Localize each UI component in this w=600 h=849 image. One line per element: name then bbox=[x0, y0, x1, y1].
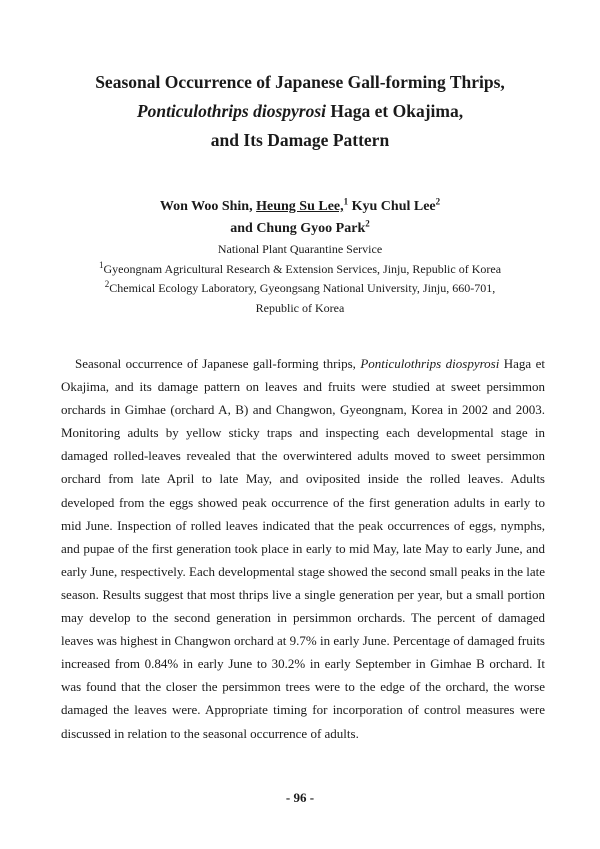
title-species-name: Ponticulothrips diospyrosi bbox=[136, 101, 327, 121]
affiliation-2-text: Chemical Ecology Laboratory, Gyeongsang National University, Jinju, 660-701, bbox=[109, 281, 496, 295]
author-lee-hs: Heung Su Lee, bbox=[256, 199, 344, 214]
affiliation-1-sup: 1 bbox=[98, 259, 104, 270]
affiliation-2-sup: 2 bbox=[104, 279, 110, 289]
author-lee-kc: Kyu Chul Lee bbox=[348, 199, 436, 214]
abstract-part-2: Haga et Okajima, and its damage pattern on leaves and fruits were studied at sweet persimmon orchards in Gimhae (orchard A, B) and Changwon, Gyeongnam, Korea in 2002 and 2003. Monitoring adults by yellow sticky traps and inspecting each developmental stage in damaged rolled-leaves revealed that the overwintered adults moved to sweet persimmon orchard from late April to late May, and oviposited inside the rolled leaves. Adults developed from the eggs showed peak occurrence of the first generation adults in early to mid June. Inspection of rolled leaves indicated that the peak occurrences of eggs, nymphs, and pupae of the first generation took place in early to mid May, late May to early June, and early June, respectively. Each developmental stage showed the second small peaks in the late season. Results suggest that most thrips live a single generation per year, but a small portion may develop to the second generation in persimmon orchards. The percent of damaged leaves was highest in Changwon orchard at 9.7% in early June. Percentage of damaged fruits increased from 0.84% in early June to 30.2% in early September in Gimhae B orchard. It was found that the closer the persimmon trees were to the edge of the orchard, the worse damaged the leaves were. Appropriate timing for incorporation of control measures were discussed in relation to the seasonal occurrence of adults. bbox=[61, 356, 545, 741]
title-line-3: and Its Damage Pattern bbox=[210, 130, 390, 150]
title-line-1: Seasonal Occurrence of Japanese Gall-forming Thrips, bbox=[95, 72, 505, 92]
title-line-2-rest: Haga et Okajima, bbox=[326, 101, 464, 121]
author-lee-hs-sup: 1 bbox=[343, 196, 349, 207]
author-park: and Chung Gyoo Park bbox=[230, 221, 366, 236]
affiliation-2 bbox=[40, 279, 560, 299]
affiliation-2-cont: Republic of Korea bbox=[255, 300, 345, 315]
author-park-sup: 2 bbox=[365, 218, 370, 229]
affiliation-0: National Plant Quarantine Service bbox=[217, 242, 383, 256]
abstract bbox=[61, 352, 545, 745]
page-number: - 96 - bbox=[285, 790, 315, 805]
abstract-part-1: Seasonal occurrence of Japanese gall-forming thrips, bbox=[75, 356, 361, 371]
author-shin: Won Woo Shin, bbox=[159, 199, 257, 214]
author-list bbox=[40, 196, 560, 240]
affiliations bbox=[40, 240, 560, 318]
author-lee-kc-sup: 2 bbox=[435, 196, 441, 207]
author-line-2 bbox=[40, 218, 560, 240]
affiliation-1-text: Gyeongnam Agricultural Research & Extension Services, Jinju, Republic of Korea bbox=[103, 261, 502, 276]
paper-title bbox=[40, 68, 560, 155]
title-line-2 bbox=[40, 97, 560, 126]
author-line-1 bbox=[40, 196, 560, 218]
abstract-species-name: Ponticulothrips diospyrosi bbox=[360, 356, 500, 371]
affiliation-1 bbox=[40, 260, 560, 280]
